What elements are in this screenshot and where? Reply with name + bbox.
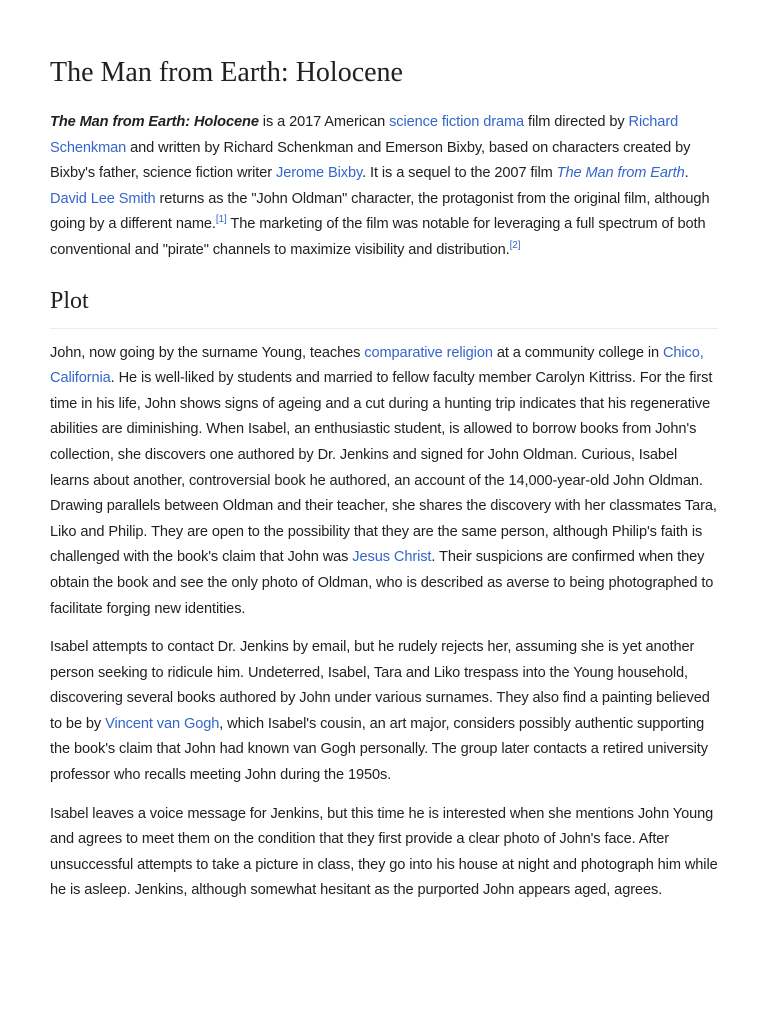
plot-text: , which Isabel's cousin, an art major, considers possibly authentic supporting the book's claim that John had known van Gogh personally. The group later contacts a retired university professor who recalls meeting John during the 1950s. (50, 715, 708, 784)
lead-bold-title: The Man from Earth: Holocene (50, 114, 259, 130)
article (50, 0, 718, 917)
link-vincent-van-gogh[interactable]: Vincent van Gogh (105, 715, 220, 732)
reference-link-2[interactable]: [2] (509, 240, 521, 252)
lead-text: The marketing of the film was notable for leveraging a full spectrum of both conventional and "pirate" channels to maximize visibility and distribution. (50, 216, 706, 258)
plot-paragraph-1 (50, 341, 718, 623)
plot-text: . He is well-liked by students and married to fellow faculty member Carolyn Kittriss. For the first time in his life, John shows signs of ageing and a cut during a hunting trip indicates that his regenerative abilities are diminishing. When Isabel, an enthusiastic student, is allowed to borrow books from John's collection, she discovers one authored by Dr. Jenkins and signed for John Oldman. Curious, Isabel learns about another, controversial book he authored, an account of the 14,000-year-old John Oldman. Drawing parallels between Oldman and their teacher, she shares the discovery with her classmates Tara, Liko and Philip. They are open to the possibility that they are the same person, although Philip's faith is challenged with the book's claim that John was (50, 370, 717, 566)
link-jesus-christ[interactable]: Jesus Christ (352, 549, 432, 566)
plot-text: . Their suspicions are confirmed when they obtain the book and see the only photo of Oldman, who is described as averse to being photographed to facilitate forging new identities. (50, 549, 714, 617)
lead-text: returns as the "John Oldman" character, the protagonist from the original film, although going by a different name. (50, 190, 710, 233)
plot-paragraph-2 (50, 635, 718, 789)
reference-1 (216, 215, 227, 226)
lead-text: . (684, 165, 689, 182)
lead-text: film directed by (524, 114, 629, 130)
plot-text: Isabel leaves a voice message for Jenkins, but this time he is interested when she mentions John Young and agrees to meet them on the condition that they first provide a clear photo of John's face. After unsuccessful attempts to take a picture in class, they go into his house at night and photograph him while he is asleep. Jenkins, although somewhat hesitant as the purported John appears aged, agrees. (50, 805, 718, 899)
page-title: The Man from Earth: Holocene (50, 57, 403, 88)
plot-text: John, now going by the surname Young, teaches (50, 344, 365, 361)
link-david-lee-smith[interactable]: David Lee Smith (50, 190, 156, 207)
link-science-fiction-drama[interactable]: science fiction drama (389, 114, 525, 130)
plot-paragraph-3 (50, 802, 718, 904)
lead-text: is a 2017 American (258, 114, 390, 130)
link-chico-california[interactable]: Chico, California (50, 344, 704, 387)
link-jerome-bixby[interactable]: Jerome Bixby (276, 165, 363, 182)
lead-paragraph (50, 110, 718, 264)
reference-link-1[interactable]: [1] (215, 214, 227, 226)
link-comparative-religion[interactable]: comparative religion (364, 344, 493, 361)
link-the-man-from-earth[interactable] (557, 165, 685, 181)
plot-text: at a community college in (492, 344, 663, 361)
link-richard-schenkman[interactable]: Richard Schenkman (50, 114, 679, 156)
reference-2 (510, 240, 521, 251)
section-heading-plot: Plot (50, 286, 718, 329)
lead-text: . It is a sequel to the 2007 film (362, 165, 557, 182)
plot-text: Isabel attempts to contact Dr. Jenkins by email, but he rudely rejects her, assuming she is yet another person seeking to ridicule him. Undeterred, Isabel, Tara and Liko trespass into the Young household, discovering several books authored by John under various surnames. They also find a painting believed to be by (50, 639, 710, 732)
link-the-man-from-earth-label: The Man from Earth (556, 165, 685, 182)
plot-section (50, 341, 718, 904)
lead-text: and written by Richard Schenkman and Emerson Bixby, based on characters created by Bixby's father, science fiction writer (50, 139, 691, 182)
